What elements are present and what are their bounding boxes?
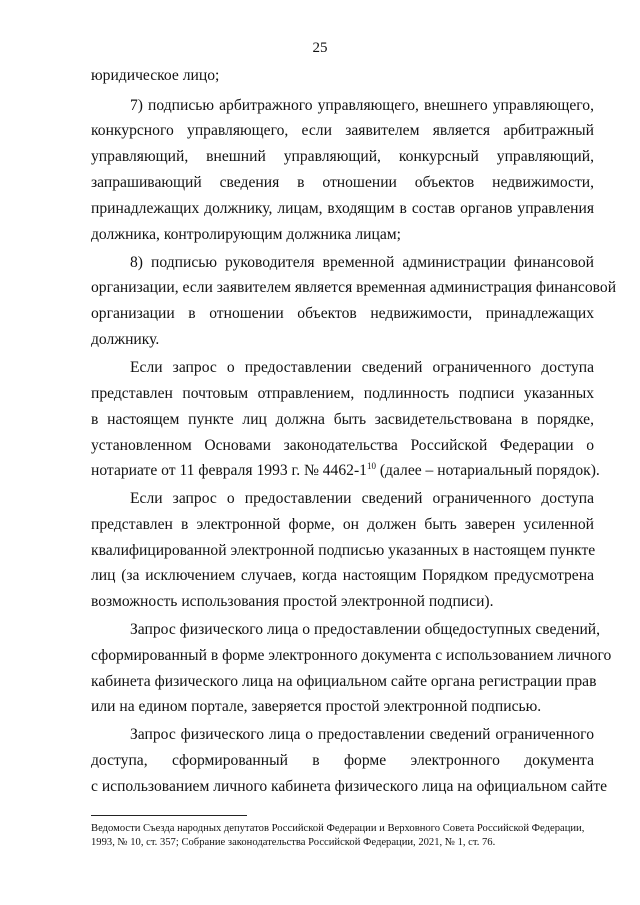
text-line: должника, контролирующим должника лицам;: [91, 226, 401, 243]
text-line: в настоящем пункте лиц должна быть засвидетельствована в порядке,: [91, 411, 594, 428]
text-line: представлен в электронной форме, он должен быть заверен усиленной: [91, 516, 594, 533]
text-line: управляющий, внешний управляющий, конкурсный управляющий,: [91, 148, 594, 165]
text-line: юридическое лицо;: [91, 67, 220, 84]
footnote-line-1: Ведомости Съезда народных депутатов Российской Федерации и Верховного Совета Российской Федерации,: [91, 823, 585, 834]
text-line: квалифицированной электронной подписью указанных в настоящем пункте: [91, 542, 596, 559]
text-line: должнику.: [91, 331, 160, 348]
text-line: доступа, сформированный в форме электронного документа: [91, 752, 594, 769]
text-line: кабинета физического лица на официальном сайте органа регистрации прав: [91, 673, 597, 690]
text-line: организации, если заявителем является временная администрация финансовой: [91, 279, 617, 296]
footnote-separator: [91, 815, 247, 816]
text-line: установленном Основами законодательства Российской Федерации о: [91, 437, 594, 454]
text-line: сформированный в форме электронного документа с использованием личного: [91, 647, 612, 664]
text-line: Запрос физического лица о предоставлении общедоступных сведений,: [130, 621, 601, 638]
text-line: или на едином портале, заверяется простой электронной подписью.: [91, 698, 542, 715]
text-line: принадлежащих должнику, лицам, входящим в состав органов управления: [91, 200, 594, 217]
text-line: Если запрос о предоставлении сведений ограниченного доступа: [130, 359, 594, 376]
text-line: 8) подписью руководителя временной администрации финансовой: [130, 254, 594, 271]
text-line: организации в отношении объектов недвижимости, принадлежащих: [91, 305, 594, 322]
text-line: конкурсного управляющего, если заявителем является арбитражный: [91, 122, 594, 139]
text-line: с использованием личного кабинета физического лица на официальном сайте: [91, 778, 608, 795]
text-line: 7) подписью арбитражного управляющего, внешнего управляющего,: [130, 97, 594, 114]
text-line: Если запрос о предоставлении сведений ограниченного доступа: [130, 490, 594, 507]
text-line: представлен почтовым отправлением, подлинность подписи указанных: [91, 385, 594, 402]
text-line: Запрос физического лица о предоставлении сведений ограниченного: [130, 726, 594, 743]
footnote-line-2: 1993, № 10, ст. 357; Собрание законодательства Российской Федерации, 2021, № 1, ст. 76.: [91, 837, 496, 848]
text-line: нотариате от 11 февраля 1993 г. № $4462-1^{10}$ (далее – нотариальный порядок).: [91, 460, 600, 479]
footnote-ref: 10: [366, 460, 376, 471]
text-line: запрашивающий сведения в отношении объектов недвижимости,: [91, 174, 594, 191]
text-line: возможность использования простой электронной подписи).: [91, 593, 494, 610]
text-line: лиц (за исключением случаев, когда настоящим Порядком предусмотрена: [91, 567, 594, 584]
page-number: 25: [312, 40, 328, 56]
